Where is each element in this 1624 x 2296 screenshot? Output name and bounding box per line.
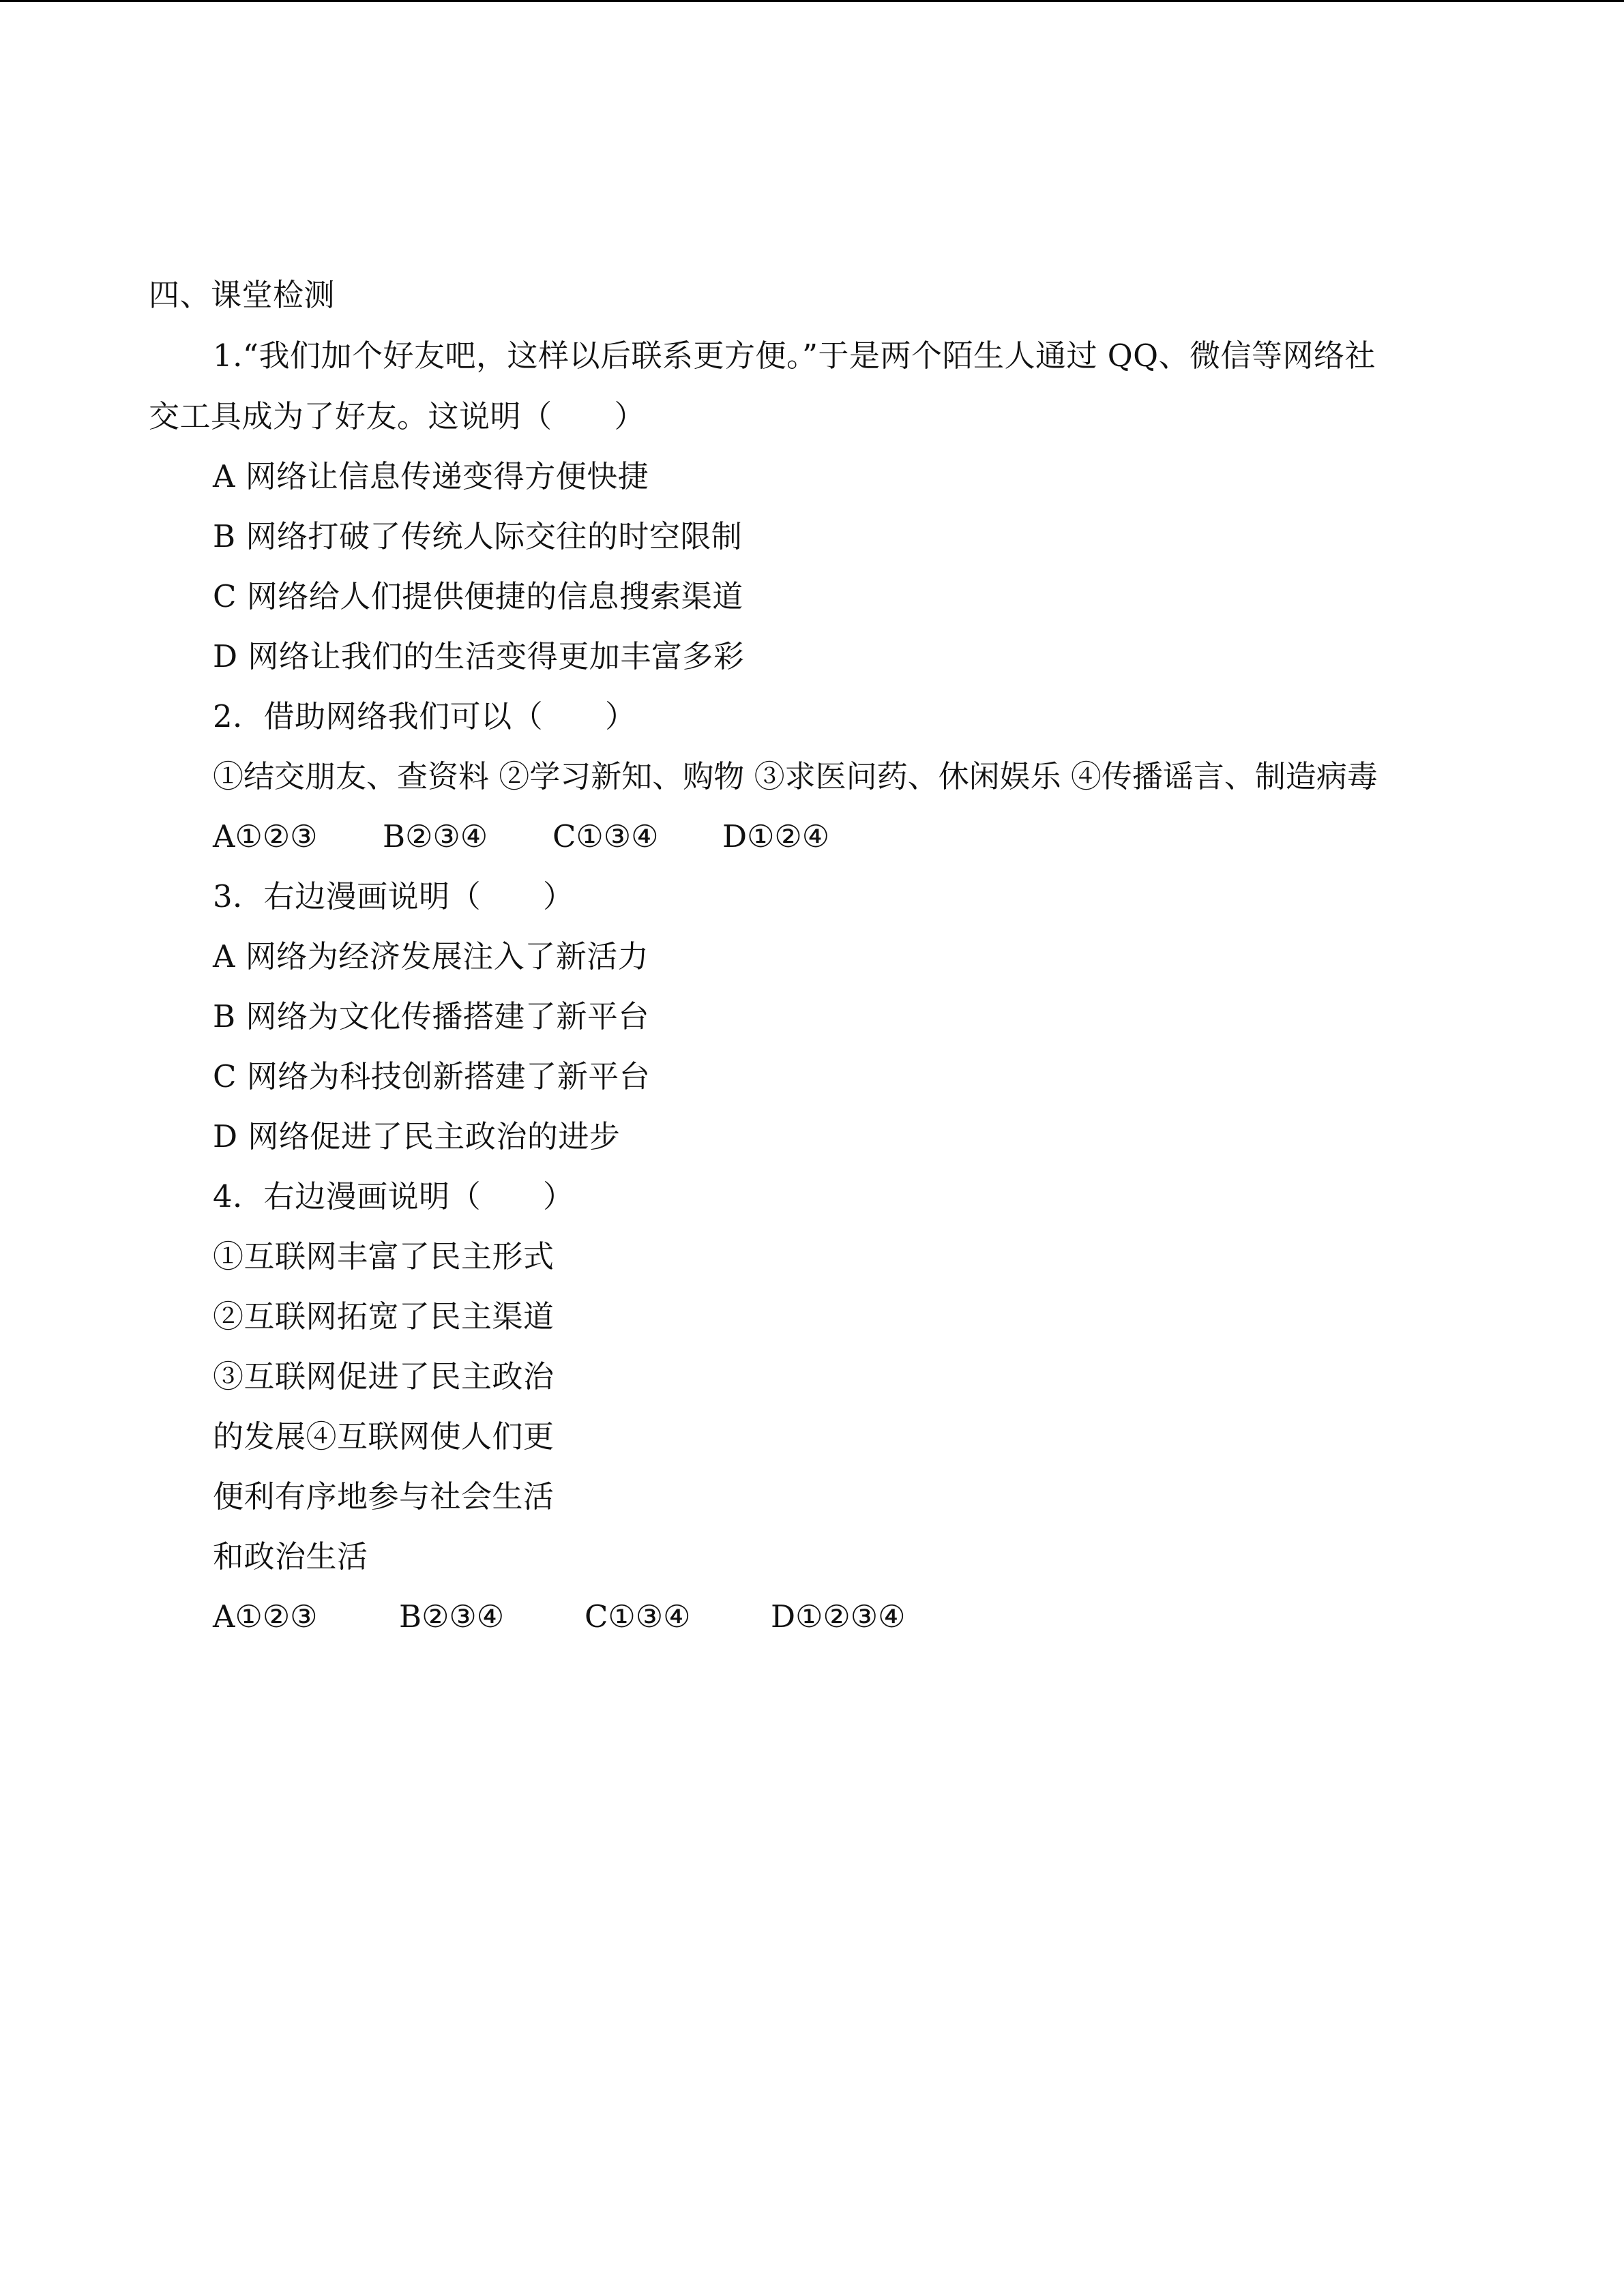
q4-statement-line: ②互联网拓宽了民主渠道 [213,1298,555,1335]
q4-statement-line: 的发展④互联网使人们更 [213,1418,555,1455]
q4-choice-d: D①②③④ [771,1598,906,1635]
q2-choices [213,818,829,856]
q1-stem-line2: 交工具成为了好友。这说明（ ） [149,398,646,434]
q3-option-a: A 网络为经济发展注入了新活力 [213,938,649,974]
q2-choice-c: C①③④ [552,818,659,854]
q4-statement-line: 便利有序地参与社会生活 [213,1478,555,1515]
q4-choice-a: A①②③ [213,1598,318,1635]
q4-statement-line: ①互联网丰富了民主形式 [213,1238,555,1274]
section-title: 四、课堂检测 [149,277,336,313]
q1-stem-line1: 1.“我们加个好友吧，这样以后联系更方便。”于是两个陌生人通过 QQ、微信等网络社 [213,338,1376,374]
q3-option-d: D 网络促进了民主政治的进步 [213,1118,621,1154]
q2-choice-a: A①②③ [213,818,318,854]
q4-stem: 4．右边漫画说明（ ） [213,1178,574,1214]
q1-option-b: B 网络打破了传统人际交往的时空限制 [213,518,743,554]
q2-choice-b: B②③④ [383,818,488,854]
q4-statement-line: 和政治生活 [213,1538,368,1575]
q4-choices [213,1598,905,1636]
q2-choice-d: D①②④ [722,818,830,854]
q1-option-d: D 网络让我们的生活变得更加丰富多彩 [213,638,745,674]
q1-option-a: A 网络让信息传递变得方便快捷 [213,458,649,494]
q3-stem: 3．右边漫画说明（ ） [213,878,574,914]
q3-option-c: C 网络为科技创新搭建了新平台 [213,1058,651,1094]
q4-choice-b: B②③④ [399,1598,505,1635]
q2-items: ①结交朋友、查资料 ②学习新知、购物 ③求医问药、休闲娱乐 ④传播谣言、制造病毒 [213,758,1378,794]
q2-stem: 2．借助网络我们可以（ ） [213,698,636,734]
q1-option-c: C 网络给人们提供便捷的信息搜索渠道 [213,578,743,614]
q3-option-b: B 网络为文化传播搭建了新平台 [213,998,649,1034]
q4-statement-line: ③互联网促进了民主政治 [213,1358,555,1395]
q4-choice-c: C①③④ [585,1598,691,1635]
